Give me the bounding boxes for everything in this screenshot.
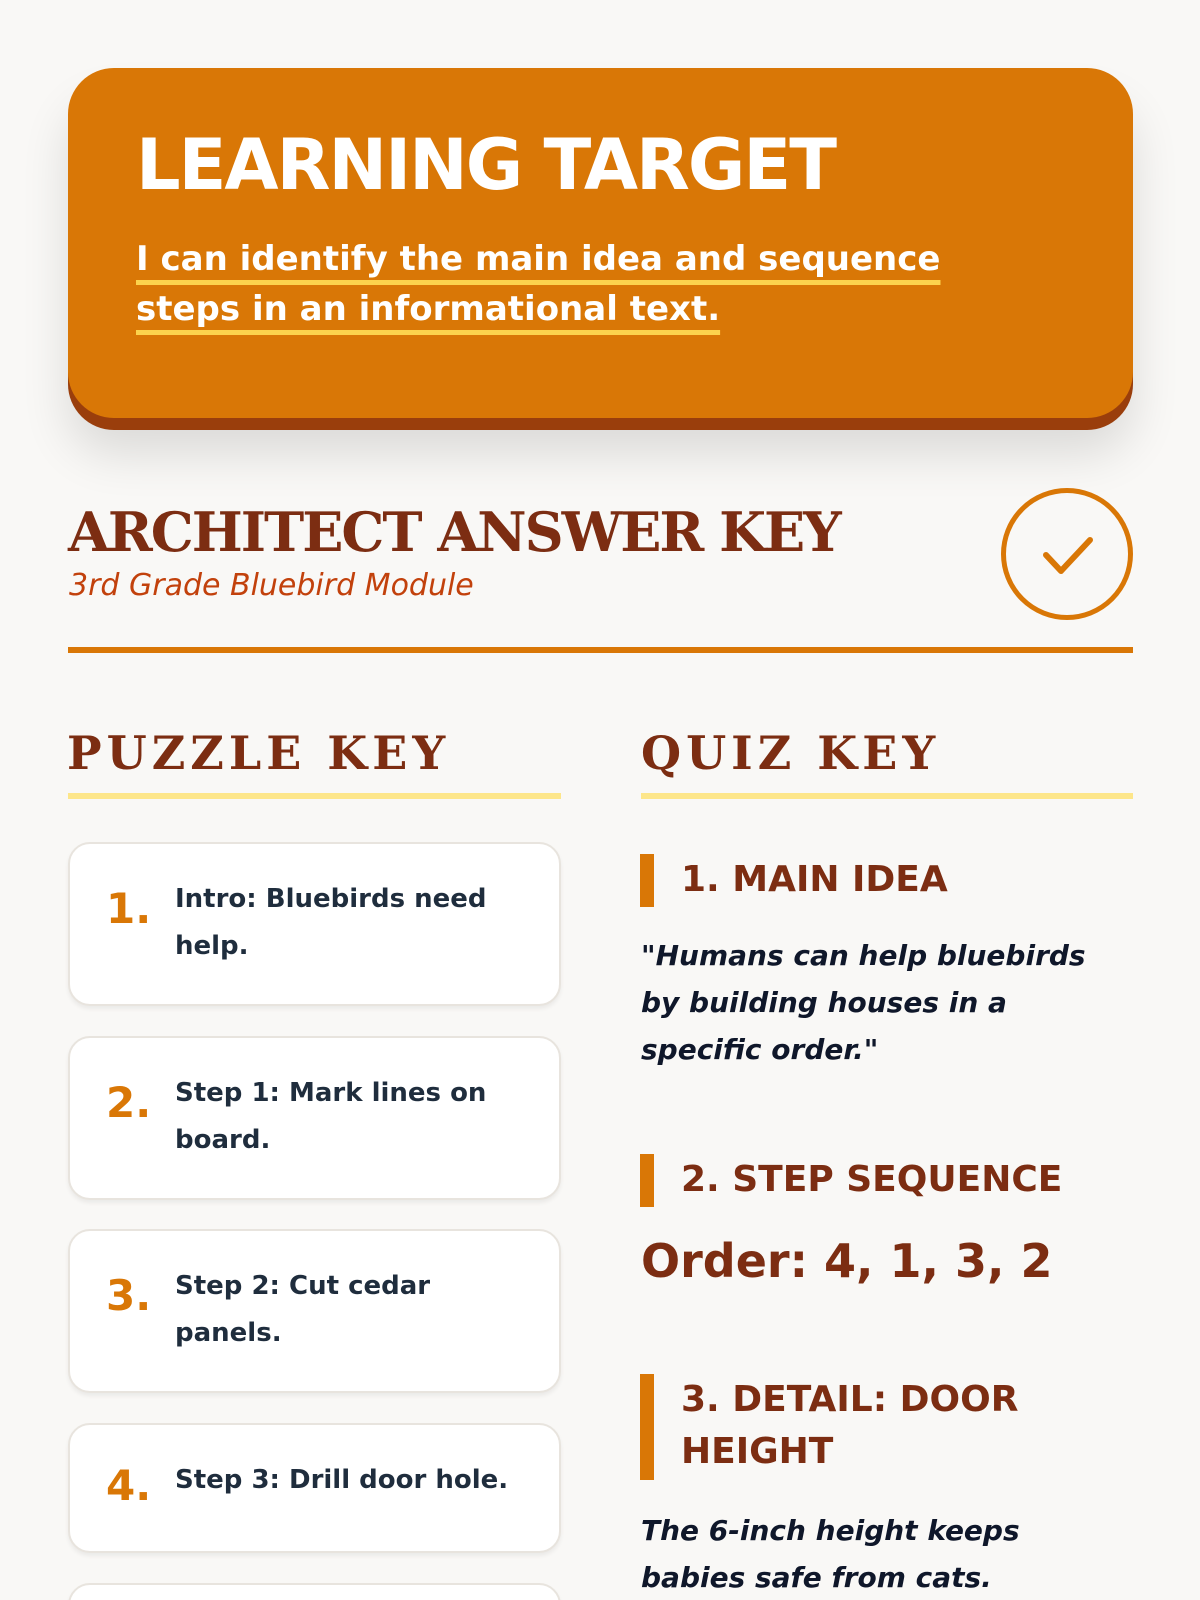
quiz-key-underline (641, 793, 1133, 799)
puzzle-item-number: 3. (106, 1271, 152, 1320)
quiz-question-door-height: 3. DETAIL: DOOR HEIGHT (681, 1379, 1019, 1472)
quiz-accent-bar (640, 1374, 654, 1480)
learning-target-title: LEARNING TARGET (136, 124, 835, 206)
quiz-question-step-sequence: 2. STEP SEQUENCE (681, 1159, 1063, 1200)
page-subtitle: 3rd Grade Bluebird Module (69, 568, 474, 603)
learning-target-statement: I can identify the main idea and sequence steps in an informational text. (136, 239, 941, 329)
puzzle-item-number: 4. (106, 1461, 152, 1510)
puzzle-item-text: Step 1: Mark lines on board. (175, 1078, 487, 1155)
quiz-accent-bar (640, 854, 654, 907)
puzzle-item-number: 1. (106, 884, 152, 933)
check-badge (1001, 488, 1133, 620)
puzzle-item-text: Step 3: Drill door hole. (175, 1465, 509, 1495)
puzzle-item (68, 842, 561, 1006)
puzzle-item (68, 1423, 561, 1553)
puzzle-key-heading: PUZZLE KEY (67, 726, 451, 780)
quiz-answer-step-sequence: Order: 4, 1, 3, 2 (641, 1234, 1053, 1288)
quiz-answer-door-height: The 6-inch height keeps babies safe from cats. (641, 1514, 1020, 1594)
quiz-key-heading: QUIZ KEY (641, 726, 941, 780)
learning-target-statement-wrap (136, 234, 1056, 334)
puzzle-item-number: 2. (106, 1078, 152, 1127)
header-divider (68, 647, 1133, 653)
quiz-question-main-idea: 1. MAIN IDEA (681, 859, 948, 900)
quiz-accent-bar (640, 1154, 654, 1207)
checkmark-icon (1006, 493, 1128, 615)
puzzle-item-text: Step 2: Cut cedar panels. (175, 1271, 431, 1348)
puzzle-item (68, 1229, 561, 1393)
page-title: ARCHITECT ANSWER KEY (68, 500, 840, 564)
puzzle-item-partial (68, 1583, 561, 1600)
puzzle-item-text: Intro: Bluebirds need help. (175, 884, 487, 961)
learning-target-card (68, 68, 1133, 418)
puzzle-item (68, 1036, 561, 1200)
puzzle-key-underline (68, 793, 561, 799)
quiz-answer-main-idea: "Humans can help bluebirds by building houses in a specific order." (641, 939, 1086, 1066)
